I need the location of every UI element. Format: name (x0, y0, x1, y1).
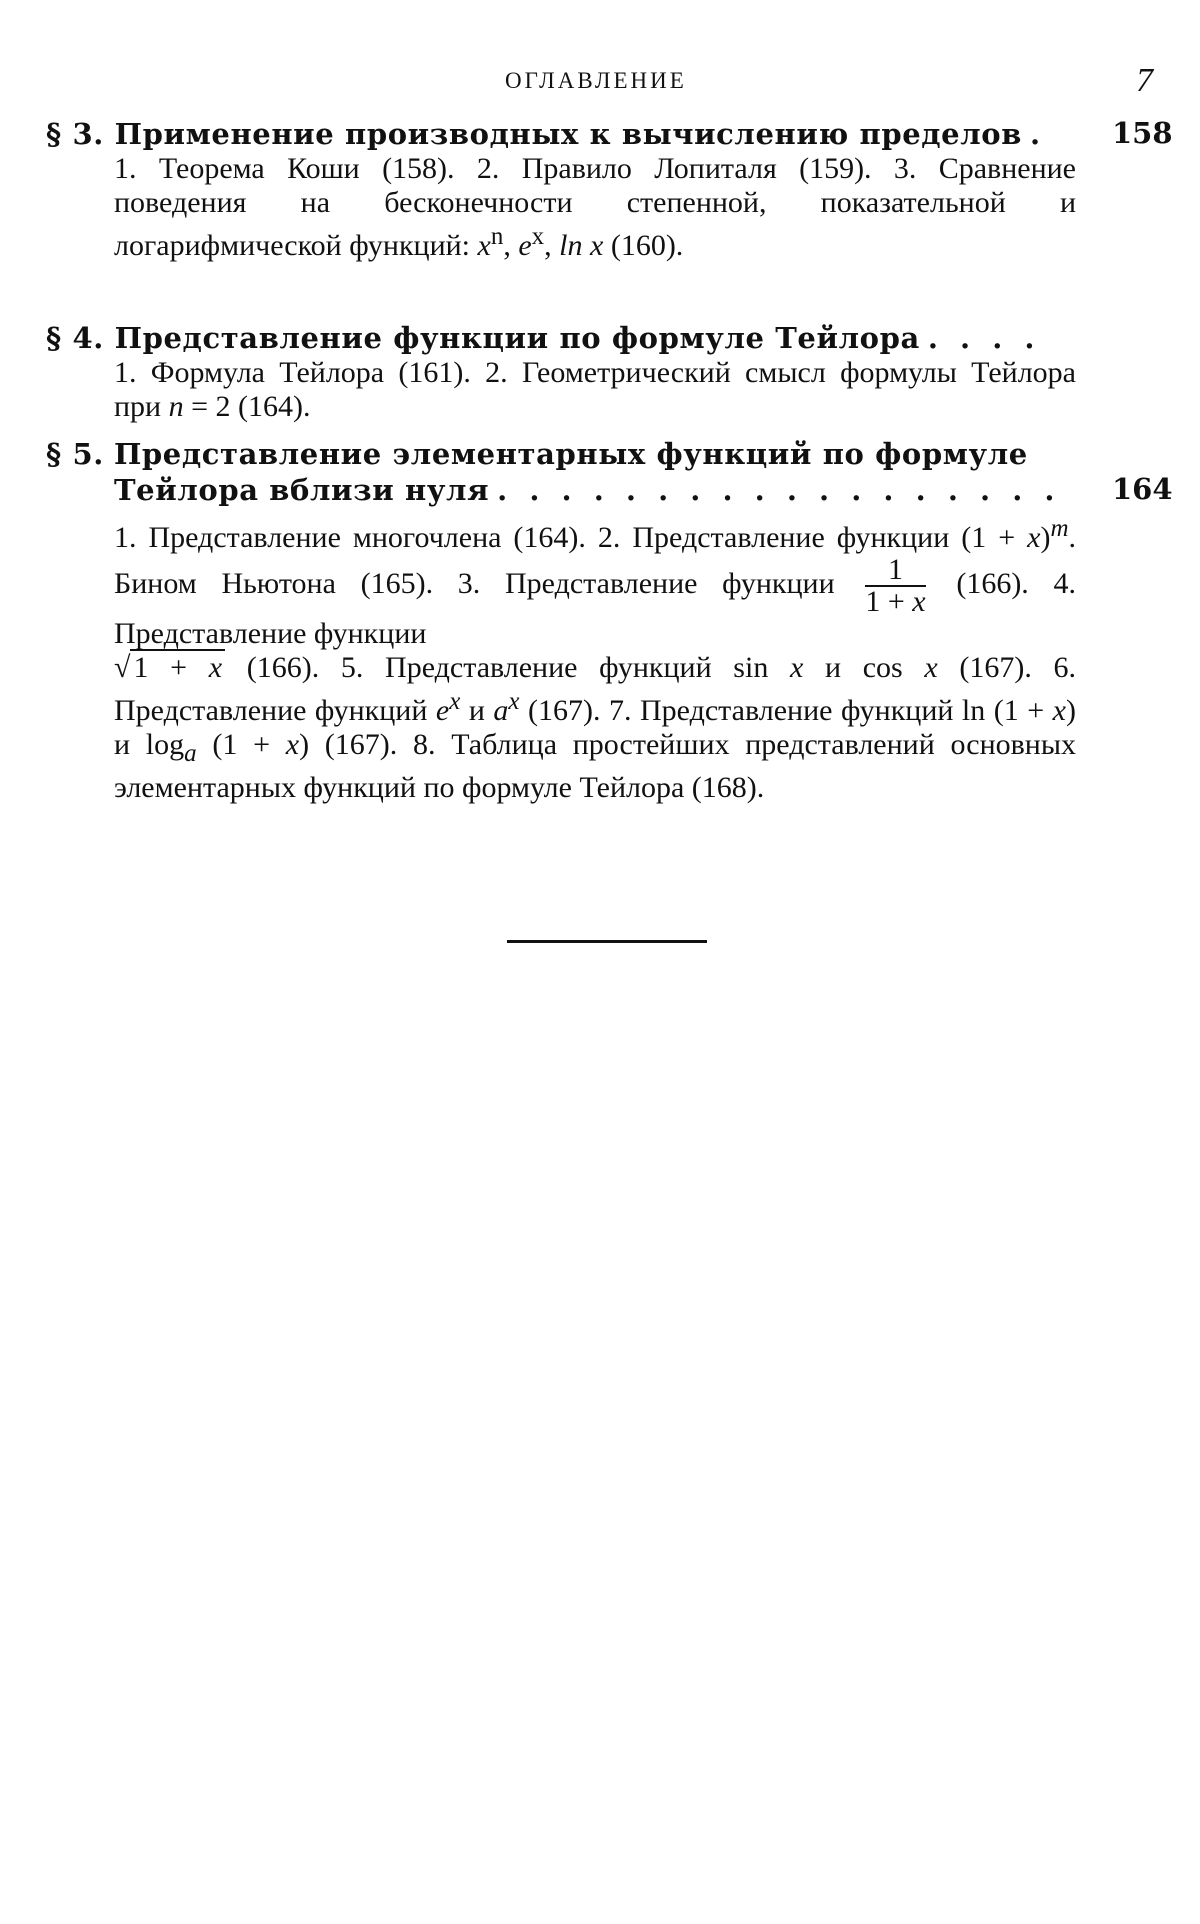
leader-dots: . . . . . . . . . . . . . . . . . . (497, 473, 1061, 507)
section-subtopics: 1. Представление многочлена (164). 2. Представление функции $(1 + x)^m$. Бином Ньютона (165). 3. Представление функции $\frac{1}{1 + x}$ (166). 4. Представление функции √ 1 + x (166). 5. Представление функций sin x и cos x (167). 6. Представление функций $e^x$ и $a^x$ (167). 7. Представление функций ln (1 + x) и $\log_a (1 + x)$ (167). 8. Таблица простейших представлений основных элементарных функций по формуле Тейлора (168). (114, 515, 1077, 804)
leader-dots: . . . . (927, 321, 1041, 355)
section-heading (46, 116, 1076, 152)
section-page-ref: 158 (1112, 116, 1173, 150)
section-number: § 3. (46, 117, 104, 151)
end-rule (507, 940, 707, 943)
section-subtopics: 1. Теорема Коши (158). 2. Правило Лопиталя (159). 3. Сравнение поведения на бесконечности степенной, показательной и логарифмической функций: $x^n$, $e^x$, ln x (160). (114, 152, 1076, 262)
sqrt-sign: √ (114, 651, 131, 684)
section-title-line1: Представление элементарных функций по формуле (113, 437, 1028, 471)
section-title-line2: Тейлора вблизи нуля (114, 473, 490, 507)
toc-section-4 (46, 320, 1076, 424)
leader-dots: . (1029, 117, 1047, 151)
running-title: ОГЛАВЛЕНИЕ (505, 68, 687, 93)
section-heading (46, 436, 1076, 508)
page-number: 7 (1136, 62, 1153, 99)
toc-section-5 (46, 436, 1173, 805)
section-number: § 5. (46, 437, 104, 471)
fraction: $\frac{1}{1 + x}$ (865, 553, 926, 618)
toc-section-3 (46, 116, 1173, 263)
section-number: § 4. (46, 321, 104, 355)
section-heading (46, 320, 1076, 356)
section-subtopics: 1. Формула Тейлора (161). 2. Геометрический смысл формулы Тейлора при n = 2 (164). (114, 356, 1076, 423)
section-title: Представление функции по формуле Тейлора (114, 321, 920, 355)
section-page-ref: 164 (1112, 472, 1173, 506)
section-title: Применение производных к вычислению пределов (114, 117, 1022, 151)
running-head (0, 62, 1200, 102)
